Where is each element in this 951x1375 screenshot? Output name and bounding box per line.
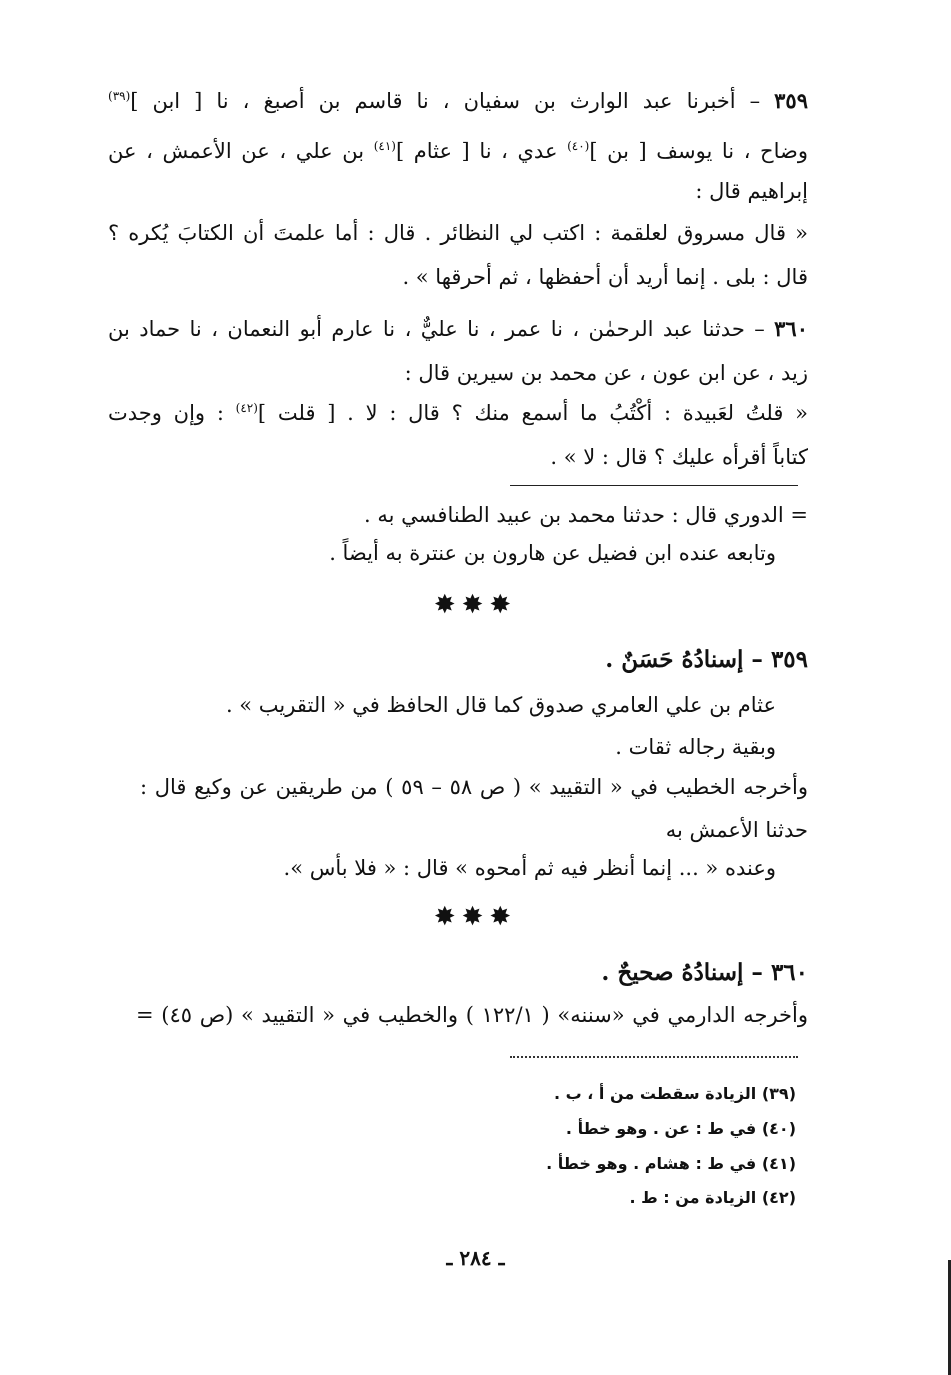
narration-359-line-1: ٣٥٩ – أخبرنا عبد الوارث بن سفيان ، نا قاسم بن أصبغ ، نا [ ابن ]$^{(٣٩)}$ (108, 88, 808, 113)
footnote-40: (٤٠) في ط : عن . وهو خطأ . (565, 1119, 796, 1138)
commentary-359-line-4: حدثنا الأعمش به (665, 818, 808, 842)
narration-number: ٣٥٩ (774, 88, 808, 113)
commentary-360-line-1: وأخرجه الدارمي في «سننه» ( ١٢٢/١ ) والخطيب في « التقييد » (ص ٤٥) = (136, 1003, 808, 1027)
quote-360-line-1: « قلتُ لعَبيدة : أكْتُبُ ما أسمع منك ؟ قال : لا . [ قلت ]$^{(٤٢)}$ : وإن وجدت (108, 401, 808, 425)
footnote-ref: (٤٢) (235, 401, 258, 415)
section-divider (510, 485, 798, 486)
footnote-ref: (٤٠) (567, 139, 590, 153)
quote-359-line-1: « قال مسروق لعلقمة : اكتب لي النظائر . قال : أما علمتَ أن الكتابَ يُكره ؟ (108, 221, 808, 245)
quote-360-line-2: كتاباً أقرأه عليك ؟ قال : لا » . (550, 445, 808, 469)
commentary-359-line-1: عثام بن علي العامري صدوق كما قال الحافظ في « التقريب » . (225, 693, 776, 717)
footnote-ref: (٣٩) (108, 89, 131, 103)
footnote-ref: (٤١) (373, 139, 396, 153)
page-number: ـ ٢٨٤ ـ (446, 1246, 505, 1270)
commentary-continuation-2: وتابعه عنده ابن فضيل عن هارون بن عنترة به أيضاً . (329, 541, 776, 565)
heading-359: ٣٥٩ – إسنادُهُ حَسَنٌ . (605, 646, 808, 673)
commentary-continuation-1: = الدوري قال : حدثنا محمد بن عبيد الطنافسي به . (364, 503, 808, 527)
separator-stars: ✸✸✸ (433, 590, 518, 620)
narration-360-line-2: زيد ، عن ابن عون ، عن محمد بن سيرين قال : (404, 361, 808, 385)
narration-359-line-3: إبراهيم قال : (695, 179, 808, 203)
footnote-separator (510, 1056, 798, 1058)
narration-number: ٣٦٠ (774, 316, 808, 341)
narration-359-line-2: وضاح ، نا يوسف [ بن ]$^{(٤٠)}$ عدي ، نا [ عثام ]$^{(٤١)}$ بن علي ، عن الأعمش ، عن (108, 139, 808, 163)
commentary-359-line-3: وأخرجه الخطيب في « التقييد » ( ص ٥٨ – ٥٩ ) من طريقين عن وكيع قال : (140, 775, 809, 799)
quote-359-line-2: قال : بلى . إنما أريد أن أحفظها ، ثم أحرقها » . (402, 265, 808, 289)
commentary-359-line-5: وعنده « ... إنما أنظر فيه ثم أمحوه » قال : « فلا بأس ». (283, 856, 776, 880)
footnote-42: (٤٢) الزيادة من : ط . (629, 1188, 796, 1207)
separator-stars: ✸✸✸ (433, 902, 518, 932)
commentary-359-line-2: وبقية رجاله ثقات . (615, 735, 776, 759)
narration-360-line-1: ٣٦٠ – حدثنا عبد الرحمٰن ، نا عمر ، نا عليٌّ ، نا عارم أبو النعمان ، نا حماد بن (108, 316, 808, 341)
footnote-41: (٤١) في ط : هشام . وهو خطأ . (546, 1154, 796, 1173)
footnote-39: (٣٩) الزيادة سقطت من أ ، ب . (553, 1084, 796, 1103)
heading-360: ٣٦٠ – إسنادُهُ صحيحٌ . (601, 959, 808, 986)
